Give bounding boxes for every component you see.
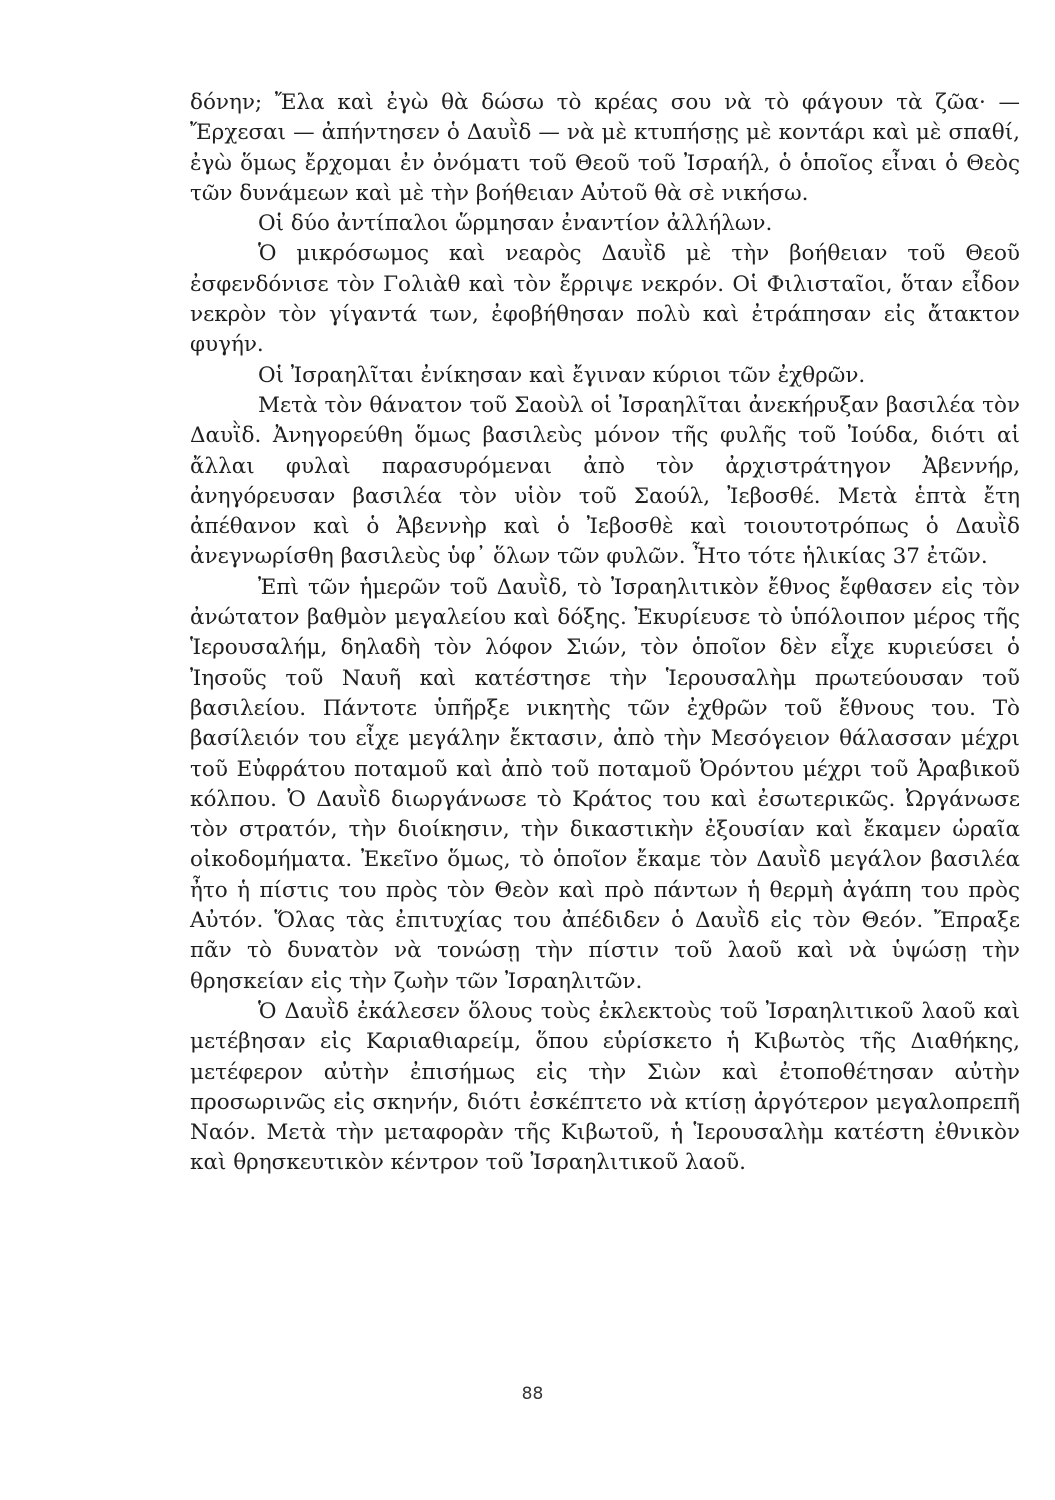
paragraph-7: Ὁ Δαυῒδ ἐκάλεσεν ὅλους τοὺς ἐκλεκτοὺς τοῦ Ἰσραηλιτικοῦ λαοῦ καὶ μετέβησαν εἰς Καριαθιαρείμ, ὅπου εὑρίσκετο ἡ Κιβωτὸς τῆς Διαθήκης, μετέφερον αὐτὴν ἐπισήμως εἰς τὴν Σιὼν καὶ ἐτοποθέτησαν αὐτὴν προσωρινῶς εἰς σκηνήν, διότι ἐσκέπτετο νὰ κτίσῃ ἀργότερον μεγαλοπρεπῆ Ναόν. Μετὰ τὴν μεταφορὰν τῆς Κιβωτοῦ, ἡ Ἱερουσαλὴμ κατέστη ἐθνικὸν καὶ θρησκευτικὸν κέντρον τοῦ Ἰσραηλιτικοῦ λαοῦ. (190, 998, 1020, 1176)
paragraph-6: Ἐπὶ τῶν ἡμερῶν τοῦ Δαυῒδ, τὸ Ἰσραηλιτικὸν ἔθνος ἔφθασεν εἰς τὸν ἀνώτατον βαθμὸν μεγαλείου καὶ δόξης. Ἐκυρίευσε τὸ ὑπόλοιπον μέρος τῆς Ἱερουσαλήμ, δηλαδὴ τὸν λόφον Σιών, τὸν ὁποῖον δὲν εἶχε κυριεύσει ὁ Ἰησοῦς τοῦ Ναυῆ καὶ κατέστησε τὴν Ἱερουσαλὴμ πρωτεύουσαν τοῦ βασιλείου. Πάντοτε ὑπῆρξε νικητὴς τῶν ἐχθρῶν τοῦ ἔθνους του. Τὸ βασίλειόν του εἶχε μεγάλην ἔκτασιν, ἀπὸ τὴν Μεσόγειον θάλασσαν μέχρι τοῦ Εὐφράτου ποταμοῦ καὶ ἀπὸ τοῦ ποταμοῦ Ὀρόντου μέχρι τοῦ Ἀραβικοῦ κόλπου. Ὁ Δαυῒδ διωργάνωσε τὸ Κράτος του καὶ ἐσωτερικῶς. Ὠργάνωσε τὸν στρατόν, τὴν διοίκησιν, τὴν δικαστικὴν ἐξουσίαν καὶ ἔκαμεν ὡραῖα οἰκοδομήματα. Ἐκεῖνο ὅμως, τὸ ὁποῖον ἔκαμε τὸν Δαυῒδ μεγάλον βασιλέα ἦτο ἡ πίστις του πρὸς τὸν Θεὸν καὶ πρὸ πάντων ἡ θερμὴ ἀγάπη του πρὸς Αὐτόν. Ὅλας τὰς ἐπιτυχίας του ἀπέδιδεν ὁ Δαυῒδ εἰς τὸν Θεόν. Ἔπραξε πᾶν τὸ δυνατὸν νὰ τονώσῃ τὴν πίστιν τοῦ λαοῦ καὶ νὰ ὑψώσῃ τὴν θρησκείαν εἰς τὴν ζωὴν τῶν Ἰσραηλιτῶν. (190, 574, 1020, 994)
paragraph-2: Οἱ δύο ἀντίπαλοι ὥρμησαν ἐναντίον ἀλλήλων. (258, 211, 773, 237)
paragraph-5: Μετὰ τὸν θάνατον τοῦ Σαοὺλ οἱ Ἰσραηλῖται ἀνεκήρυξαν βασιλέα τὸν Δαυῒδ. Ἀνηγορεύθη ὅμως βασιλεὺς μόνον τῆς φυλῆς τοῦ Ἰούδα, διότι αἱ ἄλλαι φυλαὶ παρασυρόμεναι ἀπὸ τὸν ἀρχιστράτηγον Ἀβεννήρ, ἀνηγόρευσαν βασιλέα τὸν υἱὸν τοῦ Σαούλ, Ἰεβοσθέ. Μετὰ ἑπτὰ ἔτη ἀπέθανον καὶ ὁ Ἀβεννὴρ καὶ ὁ Ἰεβοσθὲ καὶ τοιουτοτρόπως ὁ Δαυῒδ ἀνεγνωρίσθη βασιλεὺς ὑφ᾽ ὅλων τῶν φυλῶν. Ἦτο τότε ἡλικίας 37 ἐτῶν. (190, 392, 1020, 570)
paragraph-1: δόνην; Ἔλα καὶ ἐγὼ θὰ δώσω τὸ κρέας σου νὰ τὸ φάγουν τὰ ζῶα· — Ἔρχεσαι — ἀπήντησεν ὁ Δαυῒδ — νὰ μὲ κτυπήσῃς μὲ κοντάρι καὶ μὲ σπαθί, ἐγὼ ὅμως ἔρχομαι ἐν ὀνόματι τοῦ Θεοῦ τοῦ Ἰσραήλ, ὁ ὁποῖος εἶναι ὁ Θεὸς τῶν δυνάμεων καὶ μὲ τὴν βοήθειαν Αὐτοῦ θὰ σὲ νικήσω. (190, 90, 1020, 206)
paragraph-4: Οἱ Ἰσραηλῖται ἐνίκησαν καὶ ἔγιναν κύριοι τῶν ἐχθρῶν. (258, 362, 866, 388)
page-text (190, 88, 1020, 1179)
paragraph-3: Ὁ μικρόσωμος καὶ νεαρὸς Δαυῒδ μὲ τὴν βοήθειαν τοῦ Θεοῦ ἐσφενδόνισε τὸν Γολιὰθ καὶ τὸν ἔρριψε νεκρόν. Οἱ Φιλισταῖοι, ὅταν εἶδον νεκρὸν τὸν γίγαντά των, ἐφοβήθησαν πολὺ καὶ ἐτράπησαν εἰς ἄτακτον φυγήν. (190, 241, 1020, 358)
page-number: 88 (521, 1384, 544, 1404)
